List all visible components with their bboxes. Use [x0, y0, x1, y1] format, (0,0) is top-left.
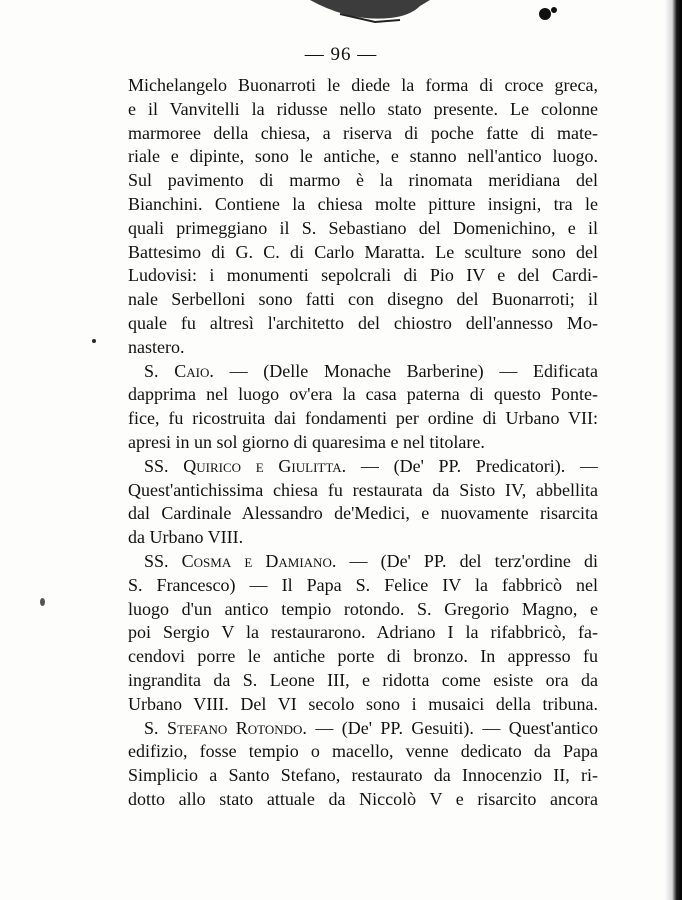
text-run: Quest'antichissima chiesa fu restaurata da Sisto IV, abbellita	[128, 479, 598, 500]
text-run: riale e dipinte, sono le antiche, e stanno nell'antico luogo.	[128, 146, 598, 167]
text-run: fice, fu ricostruita dai fondamenti per ordine di Urbano VII:	[128, 408, 598, 429]
text-run: e il Vanvitelli la ridusse nello stato presente. Le colonne	[128, 98, 598, 119]
text-run: S.	[144, 717, 167, 738]
text-run: Sul pavimento di marmo è la rinomata meridiana del	[128, 170, 598, 191]
text-run: cendovi porre le antiche porte di bronzo. In appresso fu	[128, 646, 598, 667]
text-run: . — (De' PP. del terz'ordine di	[331, 550, 598, 571]
text-line	[128, 98, 598, 122]
text-line	[128, 431, 598, 455]
text-run: nale Serbelloni sono fatti con disegno del Buonarroti; il	[128, 289, 598, 310]
text-line	[128, 336, 598, 360]
text-line	[128, 526, 598, 550]
text-line	[128, 764, 598, 788]
body-text	[128, 74, 598, 812]
church-name: Quirico e Giulitta	[183, 455, 342, 476]
text-line	[128, 479, 598, 503]
text-run: Urbano VIII. Del VI secolo sono i musaici della tribuna.	[128, 693, 598, 714]
text-run: SS.	[144, 455, 184, 476]
text-line	[128, 169, 598, 193]
text-line	[128, 74, 598, 98]
text-run: . — (Delle Monache Barberine) — Edificata	[209, 360, 598, 381]
text-line	[128, 360, 598, 384]
church-name: Cosma e Damiano	[181, 550, 332, 571]
text-line	[128, 145, 598, 169]
text-run: Bianchini. Contiene la chiesa molte pitture insigni, tra le	[128, 193, 598, 214]
text-line	[128, 193, 598, 217]
text-run: Battesimo di G. C. di Carlo Maratta. Le sculture sono del	[128, 241, 598, 262]
text-line	[128, 502, 598, 526]
text-run: Simplicio a Santo Stefano, restaurato da Innocenzio II, ri-	[128, 765, 598, 786]
text-line	[128, 621, 598, 645]
page-number: — 96 —	[304, 44, 378, 65]
text-run: SS.	[144, 550, 182, 571]
text-run: marmoree della chiesa, a riserva di poche fatte di mate-	[128, 122, 598, 143]
text-run: S.	[144, 360, 175, 381]
text-line	[128, 241, 598, 265]
text-run: dotto allo stato attuale da Niccolò V e risarcito ancora	[128, 788, 598, 809]
torn-edge-decoration	[280, 0, 580, 40]
text-run: da Urbano VIII.	[128, 527, 244, 548]
text-line	[128, 217, 598, 241]
text-line	[128, 312, 598, 336]
text-run: poi Sergio V la restaurarono. Adriano I la rifabbricò, fa-	[128, 622, 598, 643]
text-run: dal Cardinale Alessandro de'Medici, e nuovamente risarcita	[128, 503, 598, 524]
text-line	[128, 740, 598, 764]
text-run: quale fu altresì l'architetto del chiostro dell'annesso Mo-	[128, 312, 598, 333]
text-line	[128, 574, 598, 598]
text-line	[128, 383, 598, 407]
text-run: luogo d'un antico tempio rotondo. S. Gregorio Magno, e	[128, 598, 598, 619]
text-run: . — (De' PP. Gesuiti). — Quest'antico	[302, 717, 598, 738]
ink-speck	[40, 598, 45, 606]
text-line	[128, 455, 598, 479]
text-run: edifizio, fosse tempio o macello, venne dedicato da Papa	[128, 741, 598, 762]
text-line	[128, 550, 598, 574]
text-line	[128, 407, 598, 431]
text-line	[128, 264, 598, 288]
church-name: Stefano Rotondo	[166, 717, 303, 738]
ink-speck	[92, 339, 96, 343]
text-line	[128, 669, 598, 693]
church-name: Caio	[174, 360, 210, 381]
text-run: dapprima nel luogo ov'era la casa paterna di questo Ponte-	[128, 384, 598, 405]
text-run: quali primeggiano il S. Sebastiano del Domenichino, e il	[128, 217, 598, 238]
text-line	[128, 693, 598, 717]
page-shadow-edge	[664, 0, 682, 900]
text-run: . — (De' PP. Predicatori). —	[341, 455, 598, 476]
text-line	[128, 645, 598, 669]
text-line	[128, 122, 598, 146]
text-run: S. Francesco) — Il Papa S. Felice IV la fabbricò nel	[128, 574, 598, 595]
text-run: Ludovisi: i monumenti sepolcrali di Pio IV e del Cardi-	[128, 265, 598, 286]
text-line	[128, 788, 598, 812]
text-run: Michelangelo Buonarroti le diede la forma di croce greca,	[128, 75, 598, 95]
text-run: ingrandita da S. Leone III, e ridotta come esiste ora da	[128, 669, 598, 690]
text-run: apresi in un sol giorno di quaresima e nel titolare.	[128, 431, 485, 452]
text-line	[128, 717, 598, 741]
text-run: nastero.	[128, 336, 185, 357]
text-line	[128, 288, 598, 312]
text-line	[128, 598, 598, 622]
